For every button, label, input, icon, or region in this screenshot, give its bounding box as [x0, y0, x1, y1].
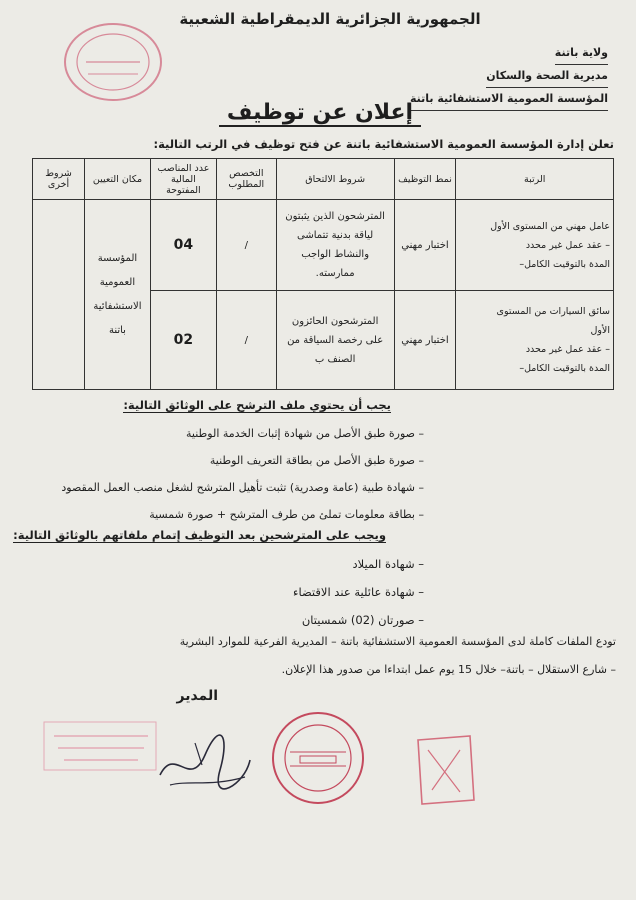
- red-stamp-icon: [410, 730, 480, 810]
- faint-stamp-icon: [40, 716, 160, 776]
- header-positions: عدد المناصب المالية المفتوحة: [150, 159, 216, 200]
- mode-cell: اختبار مهني: [394, 291, 456, 390]
- director-title: المدير: [176, 688, 218, 704]
- documents-after-title-text: ويجب على المترشحين بعد التوظيف إتمام ملفاتهم بالوثائق التالية:: [13, 528, 386, 542]
- documents-list: [61, 420, 424, 528]
- place-cell: [84, 200, 150, 390]
- mode-cell: اختبار مهني: [394, 200, 456, 291]
- positions-count-cell: 02: [150, 291, 216, 390]
- condition-line: لياقة بدنية تتماشى: [297, 230, 374, 241]
- conditions-cell: [276, 200, 394, 291]
- director-stamp-icon: [270, 710, 366, 806]
- rank-line: المدة بالتوقيت الكامل–: [519, 258, 610, 270]
- table-row: [33, 200, 614, 291]
- page-title: [180, 100, 460, 125]
- rank-cell: [456, 200, 614, 291]
- republic-header: الجمهورية الجزائرية الديمقراطية الشعبية: [179, 10, 481, 28]
- rank-line: – عقد عمل غير محدد: [525, 239, 610, 251]
- header-rank: الرتبة: [456, 159, 614, 200]
- list-item: – صورتان (02) شمسيتان: [301, 613, 424, 627]
- positions-count-cell: 04: [150, 200, 216, 291]
- wilaya-label: ولاية باتنة: [555, 42, 608, 65]
- header-specialty: التخصص المطلوب: [216, 159, 276, 200]
- positions-table: [32, 158, 614, 390]
- official-stamp-icon: [58, 20, 168, 105]
- header-other: شروط أخرى: [33, 159, 85, 200]
- list-item: – شهادة الميلاد: [352, 557, 424, 571]
- list-item: – بطاقة معلومات تملئ من طرف المترشح + صورة شمسية: [149, 508, 424, 521]
- place-line: باتنة: [108, 324, 126, 336]
- specialty-cell: /: [216, 200, 276, 291]
- place-line: الاستشفائية: [93, 300, 142, 312]
- condition-line: الصنف ب: [314, 353, 356, 365]
- documents-after-title: [13, 528, 386, 542]
- header-place: مكان التعيين: [84, 159, 150, 200]
- institution-label: المؤسسة العمومية الاستشفائية باتنة: [410, 88, 608, 111]
- rank-line: سائق السيارات من المستوى: [496, 306, 610, 317]
- rank-cell: [456, 291, 614, 390]
- list-item: – شهادة عائلية عند الاقتضاء: [293, 585, 424, 599]
- list-item: – صورة طبق الأصل من بطاقة التعريف الوطنية: [209, 454, 424, 467]
- condition-line: المترشحون الذين يثبتون: [285, 211, 385, 222]
- documents-title: يجب أن يحتوي ملف الترشح على الوثائق التالية:: [123, 398, 391, 412]
- signature-icon: [150, 725, 260, 800]
- list-item: – صورة طبق الأصل من شهادة إثبات الخدمة الوطنية: [186, 427, 424, 440]
- condition-line: ممارسته.: [315, 268, 355, 279]
- header-conditions: شروط الالتحاق: [276, 159, 394, 200]
- conditions-cell: [276, 291, 394, 390]
- rank-line: – عقد عمل غير محدد: [525, 344, 610, 355]
- list-item: – شهادة طبية (عامة وصدرية) تثبت تأهيل المترشح لشغل منصب العمل المقصود: [61, 481, 424, 494]
- rank-line: الأول: [590, 325, 610, 336]
- title-text: إعلان عن توظيف: [219, 100, 421, 127]
- deposit-line: – شارع الاستقلال – باتنة– خلال 15 يوم عمل ابتداءا من صدور هذا الإعلان.: [281, 663, 616, 676]
- condition-line: والنشاط الواجب: [301, 249, 370, 260]
- specialty-cell: /: [216, 291, 276, 390]
- place-line: المؤسسة: [97, 252, 138, 264]
- intro-text: تعلن إدارة المؤسسة العمومية الاستشفائية باتنة عن فتح توظيف في الرتب التالية:: [153, 137, 614, 151]
- condition-line: على رخصة السياقة من: [287, 334, 384, 346]
- documents-after-list: [293, 550, 424, 634]
- condition-line: المترشحون الحائزون: [291, 315, 379, 327]
- table-header-row: [33, 159, 614, 200]
- rank-line: عامل مهني من المستوى الأول: [490, 220, 610, 232]
- other-conditions-cell: [33, 200, 85, 390]
- header-mode: نمط التوظيف: [394, 159, 456, 200]
- deposit-paragraph: [20, 628, 616, 684]
- deposit-line: تودع الملفات كاملة لدى المؤسسة العمومية الاستشفائية باتنة – المديرية الفرعية للموارد البشرية: [179, 635, 616, 648]
- rank-line: المدة بالتوقيت الكامل–: [519, 363, 610, 374]
- place-line: العمومية: [99, 276, 136, 288]
- directorate-label: مديرية الصحة والسكان: [486, 65, 608, 88]
